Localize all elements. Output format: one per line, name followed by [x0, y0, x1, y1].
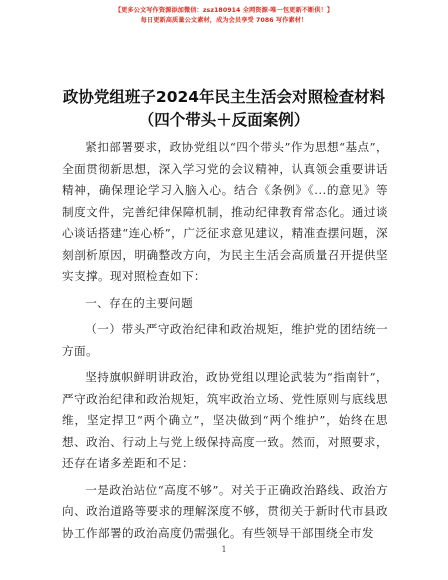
promo-banner-line-1: 【更多公文写作资源添加微信：zsz180914 全网资源·唯一包更新不断供！】 [114, 7, 334, 14]
section-heading: 一、存在的主要问题 [85, 295, 194, 310]
body-paragraph: 一是政治站位“高度不够”。对关于正确政治路线、政治方向、政治道路等要求的理解深度不够，贯彻关于新时代市县政协工作部署的政治高度仍需强化。有些领导干部围绕全市发 [62, 482, 388, 540]
promo-banner-line-2: 每日更新高质量公文素材，成为会员享受 7086 写作素材！ [140, 17, 308, 24]
intro-paragraph: 紧扣部署要求，政协党组以“四个带头”作为思想“基点”，全面贯彻新思想，深入学习党的会议精神，认真领会重要讲话精神，确保理论学习入脑入心。结合《条例》《...的意见》等制度文件，完善纪律保障机制，推动纪律教育常态化。通过谈心谈话搭建“连心桥”，广泛征求意见建议，精准查摆问题，深刻剖析原因，明确整改方向，为民主生活会高质量召开提供坚实支撑。现对照检查如下： [62, 140, 388, 283]
document-title [0, 86, 448, 132]
subsection-heading: （一）带头严守政治纪律和政治规矩，维护党的团结统一方面。 [62, 322, 388, 358]
page-number: 1 [221, 545, 227, 554]
document-title-line-1: 政协党组班子2024年民主生活会对照检查材料 [62, 88, 386, 106]
body-paragraph: 坚持旗帜鲜明讲政治，政协党组以理论武装为“指南针”，严守政治纪律和政治规矩，筑牢政治立场、党性原则与底线思维，坚定捍卫“两个确立”，坚决做到“两个维护”，始终在思想、政治、行动上与党上级保持高度一致。然而，对照要求，还存在诸多差距和不足： [62, 370, 388, 470]
document-body [62, 137, 388, 549]
document-title-line-2: （四个带头＋反面案例） [138, 111, 310, 129]
promo-banner [0, 6, 448, 26]
